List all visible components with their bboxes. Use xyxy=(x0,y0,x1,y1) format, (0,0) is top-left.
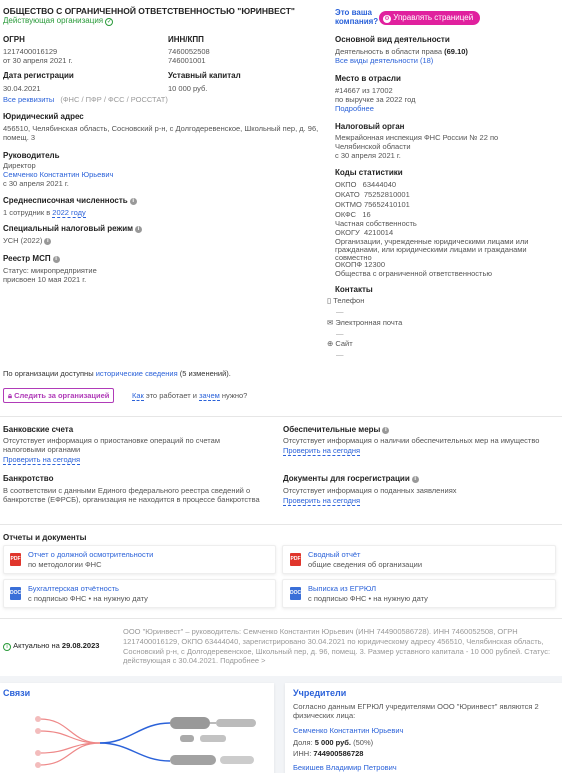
tax-org-value: Межрайонная инспекция ФНС России № 22 по Челябинской области xyxy=(335,133,499,152)
okogu-code: ОКОГУ 4210014 xyxy=(335,228,394,237)
actual-date-row: i Актуально на 29.08.2023 xyxy=(3,641,99,651)
info-icon[interactable]: i xyxy=(382,427,389,434)
reg-date-label: Дата регистрации xyxy=(3,71,74,80)
activity-label: Основной вид деятельности xyxy=(335,35,450,44)
report-title: Выписка из ЕГРЮЛ xyxy=(308,584,377,593)
all-requisites-link[interactable]: Все реквизиты xyxy=(3,95,55,104)
secure-check-link[interactable]: Проверить на сегодня xyxy=(283,446,361,455)
founder-share: Доля: 5 000 руб. (50%) xyxy=(293,738,374,747)
report-sub: с подписью ФНС • на нужную дату xyxy=(28,594,148,603)
okpo-code: ОКПО 63444040 xyxy=(335,180,397,189)
ogrn-value: 1217400016129 xyxy=(3,47,58,56)
staff-year-link[interactable]: 2022 году xyxy=(52,208,86,217)
founder-link[interactable]: Бекишев Владимир Петрович xyxy=(293,763,397,772)
why-link[interactable]: зачем xyxy=(199,391,220,400)
msp-date: присвоен 10 мая 2021 г. xyxy=(3,275,87,284)
address-value: 456510, Челябинская область, Сосновский р-н, с Долгодеревенское, Школьный пер, д. 96, помещ. 3 xyxy=(3,124,319,143)
links-panel xyxy=(0,683,274,773)
docs-title-row: Документы для госрегистрации i xyxy=(283,474,419,484)
info-icon[interactable]: i xyxy=(53,256,60,263)
staff-label-row: Среднесписочная численность i xyxy=(3,196,137,206)
okopf-code: ОКОПФ 12300 xyxy=(335,260,385,269)
company-title: ОБЩЕСТВО С ОГРАНИЧЕННОЙ ОТВЕТСТВЕННОСТЬЮ "ЮРИНВЕСТ" xyxy=(3,6,295,16)
founders-panel xyxy=(285,683,562,773)
head-date: с 30 апреля 2021 г. xyxy=(3,179,69,188)
tax-org-date: с 30 апреля 2021 г. xyxy=(335,151,401,160)
report-accounting[interactable] xyxy=(3,579,276,608)
report-title: Отчет о должной осмотрительности xyxy=(28,550,154,559)
okopf-desc: Общества с ограниченной ответственностью xyxy=(335,269,492,278)
report-egrul[interactable] xyxy=(282,579,556,608)
report-sub: по методологии ФНС xyxy=(28,560,102,569)
info-icon[interactable]: i xyxy=(135,226,142,233)
globe-icon: ⊕ xyxy=(327,339,334,348)
info-circle-icon: i xyxy=(3,643,11,651)
bankruptcy-text: В соответствии с данными Единого федерального реестра сведений о банкротстве (ЕФРСБ), организация не находится в процессе банкротства xyxy=(3,486,260,505)
msp-status: Статус: микропредприятие xyxy=(3,266,97,275)
founders-text: Согласно данным ЕГРЮЛ учредителями ООО "Юринвест" являются 2 физических лица: xyxy=(293,702,539,721)
head-name-link[interactable]: Семченко Константин Юрьевич xyxy=(3,170,114,179)
address-label: Юридический адрес xyxy=(3,112,84,121)
phone-value: — xyxy=(336,307,344,316)
how-link[interactable]: Как xyxy=(132,391,144,400)
pdf-icon: PDF xyxy=(290,553,301,566)
okogu-desc: Организации, учрежденные юридическими лицами или гражданами, или юридическими лицами и гражданами совместно xyxy=(335,237,529,262)
bank-check-link[interactable]: Проверить на сегодня xyxy=(3,455,81,464)
manage-page-button[interactable]: ⚙ Управлять страницей xyxy=(379,11,480,25)
rank-label: Место в отрасли xyxy=(335,74,401,83)
report-summary[interactable] xyxy=(282,545,556,574)
oktmo-code: ОКТМО 75652410101 xyxy=(335,200,410,209)
history-link[interactable]: исторические сведения xyxy=(95,369,178,378)
pdf-icon: PDF xyxy=(10,553,21,566)
capital-value: 10 000 руб. xyxy=(168,84,208,93)
site-value: — xyxy=(336,350,344,359)
follow-help: Как это работает и зачем нужно? xyxy=(132,391,248,400)
report-title: Сводный отчёт xyxy=(308,550,361,559)
ogrn-date: от 30 апреля 2021 г. xyxy=(3,56,73,65)
owner-question-link[interactable]: Это ваша компания? xyxy=(335,8,379,26)
site-row: ⊕ Сайт xyxy=(327,339,353,348)
requisites-row xyxy=(3,95,168,104)
head-position: Директор xyxy=(3,161,36,170)
links-title: Связи xyxy=(3,688,31,698)
email-row: ✉ Электронная почта xyxy=(327,318,403,327)
all-activities-link[interactable]: Все виды деятельности (18) xyxy=(335,56,434,65)
report-title: Бухгалтерская отчётность xyxy=(28,584,119,593)
history-row: По организации доступны исторические сведения (5 изменений). xyxy=(3,369,231,378)
info-icon[interactable]: i xyxy=(412,476,419,483)
info-icon[interactable]: i xyxy=(130,198,137,205)
reports-title: Отчеты и документы xyxy=(3,533,87,542)
docs-text: Отсутствует информация о поданных заявлениях xyxy=(283,486,457,495)
requisites-funds: (ФНС / ПФР / ФСС / РОССТАТ) xyxy=(60,95,168,104)
summary-text: ООО "Юринвест" – руководитель: Семченко Константин Юрьевич (ИНН 744900586728). ИНН 7460052508, ОГРН 1217400016129, ОКПО 63444040, зарегистрировано 30.04.2021 по юридическому адресу 456510, Челябинская область, Сосновский р-н, с Долгодеревенское, Школьный пер, д. 96, помещ. 3. Размер уставного капитала - 10 000 рублей. Статус: действующая с 30.04.2021. Подробнее > xyxy=(123,627,551,666)
head-label: Руководитель xyxy=(3,151,60,160)
lock-icon: 🔒︎ xyxy=(8,391,12,400)
inn-value: 7460052508 xyxy=(168,47,210,56)
contacts-label: Контакты xyxy=(335,285,373,294)
links-graph xyxy=(30,701,270,773)
phone-icon: ▯ xyxy=(327,296,332,305)
secure-title-row: Обеспечительные меры i xyxy=(283,425,389,435)
okfs-code: ОКФС 16 xyxy=(335,210,371,219)
bank-accounts-text: Отсутствует информация о приостановке операций по счетам налоговыми органами xyxy=(3,436,220,455)
tax-org-label: Налоговый орган xyxy=(335,122,405,131)
kpp-value: 746001001 xyxy=(168,56,206,65)
rank-more-link[interactable]: Подробнее xyxy=(335,104,374,113)
status-badge: Действующая организация ✓ xyxy=(3,16,112,25)
rank-note: по выручке за 2022 год xyxy=(335,95,416,104)
secure-text: Отсутствует информация о наличии обеспечительных мер на имущество xyxy=(283,436,540,445)
inn-label: ИНН/КПП xyxy=(168,35,204,44)
activity-value: Деятельность в области права (69.10) xyxy=(335,47,468,56)
tax-regime-value: УСН (2022) i xyxy=(3,236,51,245)
bankruptcy-title: Банкротство xyxy=(3,474,54,483)
report-sub: общие сведения об организации xyxy=(308,560,423,569)
okato-code: ОКАТО 75252810001 xyxy=(335,190,410,199)
okfs-desc: Частная собственность xyxy=(335,219,417,228)
staff-value: 1 сотрудник в 2022 году xyxy=(3,208,86,217)
report-sub: с подписью ФНС • на нужную дату xyxy=(308,594,428,603)
msp-label-row: Реестр МСП i xyxy=(3,254,60,264)
founders-title: Учредители xyxy=(293,688,347,698)
founder-link[interactable]: Семченко Константин Юрьевич xyxy=(293,726,404,735)
mail-icon: ✉ xyxy=(327,318,334,327)
rank-value: #14667 из 17002 xyxy=(335,86,393,95)
doc-icon: DOC xyxy=(10,587,21,600)
check-circle-icon: ✓ xyxy=(106,19,112,25)
docs-check-link[interactable]: Проверить на сегодня xyxy=(283,496,361,505)
info-icon[interactable]: i xyxy=(44,238,51,245)
report-due-diligence[interactable] xyxy=(3,545,276,574)
reg-date-value: 30.04.2021 xyxy=(3,84,41,93)
follow-button[interactable]: 🔒︎ Следить за организацией xyxy=(3,388,114,403)
stats-codes-label: Коды статистики xyxy=(335,168,403,177)
bank-accounts-title: Банковские счета xyxy=(3,425,74,434)
email-value: — xyxy=(336,329,344,338)
tax-regime-label-row: Специальный налоговый режим i xyxy=(3,224,142,234)
phone-row: ▯ Телефон xyxy=(327,296,365,305)
doc-icon: DOC xyxy=(290,587,301,600)
settings-icon: ⚙ xyxy=(384,16,390,22)
founder-inn: ИНН: 744900586728 xyxy=(293,749,364,758)
ogrn-label: ОГРН xyxy=(3,35,25,44)
capital-label: Уставный капитал xyxy=(168,71,241,80)
